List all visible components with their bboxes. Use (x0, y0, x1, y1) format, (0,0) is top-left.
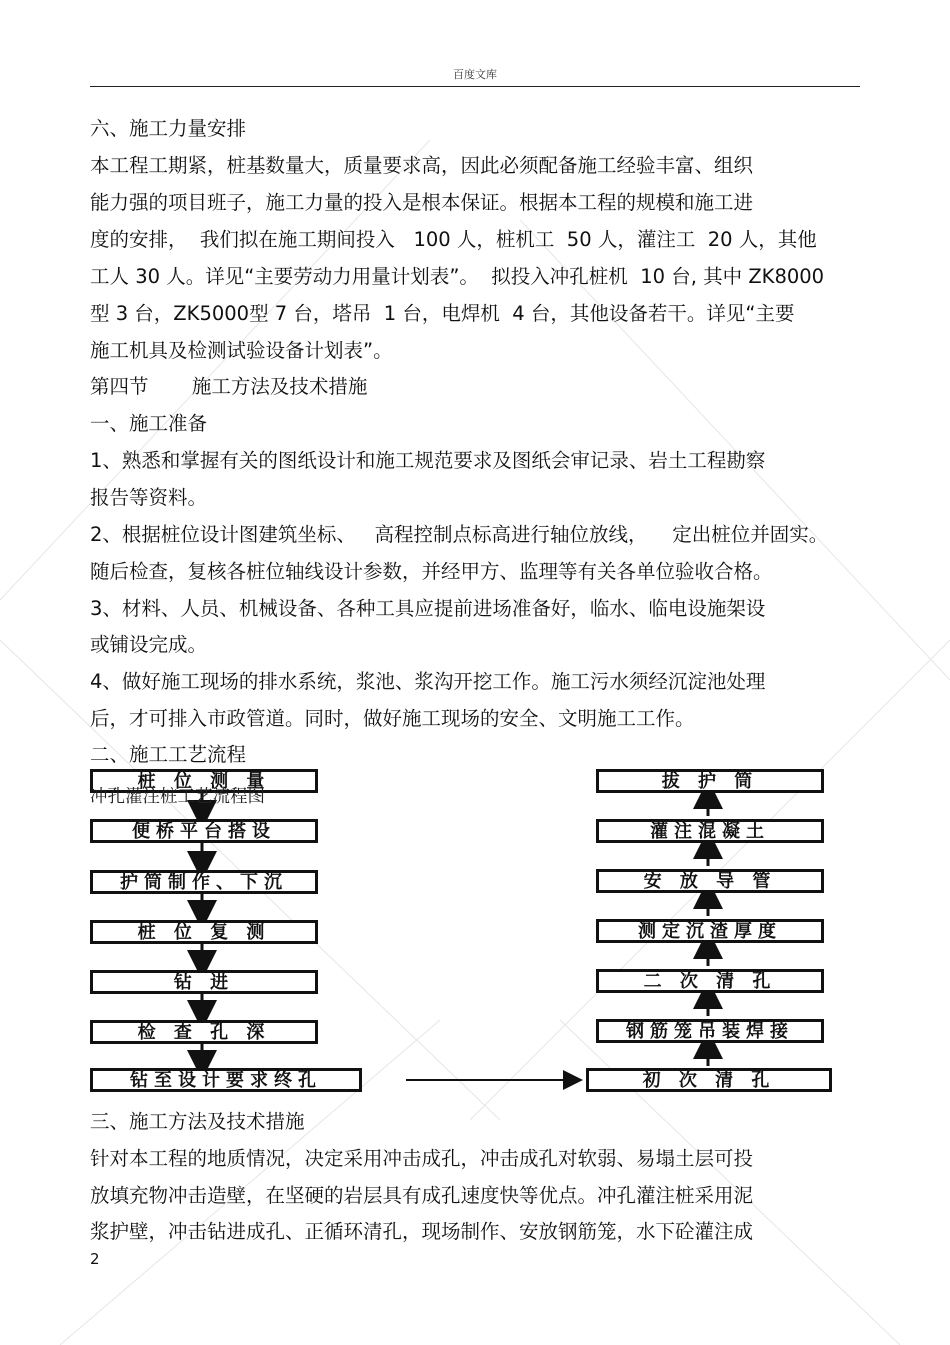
flow-step-first-clean: 初 次 清 孔 (586, 1068, 832, 1092)
section-heading: 三、施工方法及技术措施 (90, 1110, 305, 1133)
flow-step-sediment: 测定沉渣厚度 (596, 919, 824, 943)
paragraph-line: 后，才可排入市政管道。同时，做好施工现场的安全、文明施工工作。 (90, 707, 695, 730)
flowchart-title: 冲孔灌注桩工艺流程图 (90, 787, 265, 807)
flow-step-pile-survey: 桩 位 测 量 (90, 769, 318, 793)
paragraph-line: 能力强的项目班子，施工力量的投入是根本保证。根据本工程的规模和施工进 (90, 191, 754, 214)
paragraph-line: 或铺设完成。 (90, 633, 208, 656)
paragraph-line: 随后检查，复核各桩位轴线设计参数，并经甲方、监理等有关各单位验收合格。 (90, 560, 773, 583)
paragraph-line: 针对本工程的地质情况，决定采用冲击成孔，冲击成孔对软弱、易塌土层可投 (90, 1147, 754, 1170)
paragraph-line: 工人 30 人。详见“主要劳动力用量计划表”。 拟投入冲孔桩机 10 台, 其中 ZK8000 (90, 265, 825, 288)
paragraph-line: 浆护壁，冲击钻进成孔、正循环清孔，现场制作、安放钢筋笼，水下砼灌注成 (90, 1220, 754, 1243)
paragraph-line: 放填充物冲击造壁，在坚硬的岩层具有成孔速度快等优点。冲孔灌注桩采用泥 (90, 1184, 754, 1207)
paragraph-line: 报告等资料。 (90, 486, 208, 509)
paragraph-line: 施工机具及检测试验设备计划表”。 (90, 339, 393, 362)
paragraph-line: 1、熟悉和掌握有关的图纸设计和施工规范要求及图纸会审记录、岩土工程勘察 (90, 449, 766, 472)
flow-step-pour-concrete: 灌注混凝土 (596, 819, 824, 843)
process-flowchart (88, 769, 836, 1091)
flow-step-install-pipe: 安 放 导 管 (596, 869, 824, 893)
paragraph-line: 度的安排， 我们拟在施工期间投入 100 人，桩机工 50 人，灌注工 20 人，其他 (90, 228, 817, 251)
page-number: 2 (90, 1250, 100, 1268)
paragraph-line: 本工程工期紧，桩基数量大，质量要求高，因此必须配备施工经验丰富、组织 (90, 154, 754, 177)
section-heading: 第四节 施工方法及技术措施 (90, 375, 368, 398)
flow-step-depth-check: 检 查 孔 深 (90, 1020, 318, 1044)
header-rule (90, 86, 860, 87)
flow-step-casing: 护筒制作、下沉 (90, 870, 318, 894)
section-heading: 二、施工工艺流程 (90, 743, 247, 766)
flow-step-pull-casing: 拔 护 筒 (596, 769, 824, 793)
flow-step-rebar-cage: 钢筋笼吊装焊接 (596, 1019, 824, 1043)
paragraph-line: 型 3 台，ZK5000型 7 台，塔吊 1 台，电焊机 4 台，其他设备若干。详见“主要 (90, 302, 795, 325)
paragraph-line: 3、材料、人员、机械设备、各种工具应提前进场准备好，临水、临电设施架设 (90, 597, 766, 620)
page-header-title: 百度文库 (453, 68, 497, 81)
section-heading: 六、施工力量安排 (90, 117, 247, 140)
flow-step-second-clean: 二 次 清 孔 (596, 969, 824, 993)
flow-step-drill: 钻 进 (90, 970, 318, 994)
section-heading: 一、施工准备 (90, 412, 208, 435)
paragraph-line: 4、做好施工现场的排水系统，浆池、浆沟开挖工作。施工污水须经沉淀池处理 (90, 670, 766, 693)
flow-step-recheck: 桩 位 复 测 (90, 920, 318, 944)
flow-step-platform: 便桥平台搭设 (90, 819, 318, 843)
flow-step-final-hole: 钻至设计要求终孔 (90, 1068, 362, 1092)
paragraph-line: 2、根据桩位设计图建筑坐标、 高程控制点标高进行轴位放线， 定出桩位并固实。 (90, 523, 829, 546)
